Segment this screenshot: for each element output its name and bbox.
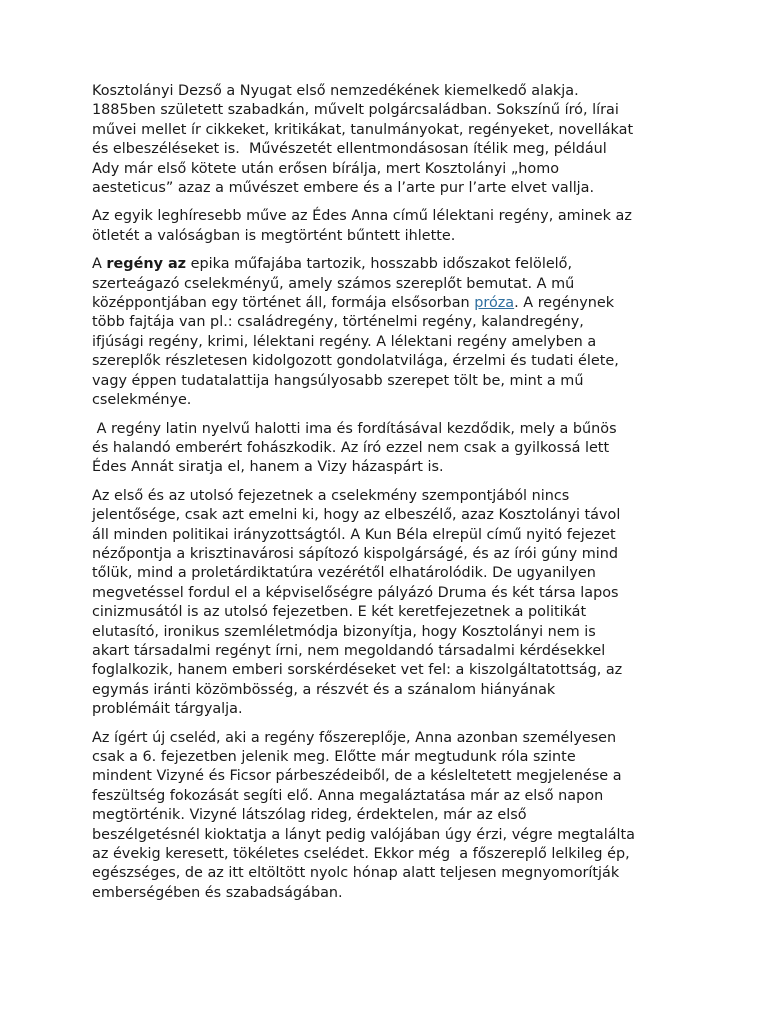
text-line: tőlük, mind a proletárdiktatúra vezérétől elhatárolódik. De ugyanilyen — [92, 565, 596, 582]
text-line: 1885ben született szabadkán, művelt polgárcsaládban. Sokszínű író, lírai — [92, 102, 619, 119]
document-page — [92, 82, 678, 912]
text-line: Ady már első kötete után erősen bírálja, mert Kosztolányi „homo — [92, 160, 560, 177]
text-line: megtörténik. Vizyné látszólag rideg, érdektelen, már az első — [92, 807, 527, 824]
text-line: megvetéssel fordul el a képviselőségre pályázó Druma és két társa lapos — [92, 584, 619, 601]
text-line: egészséges, de az itt eltöltött nyolc hónap alatt teljesen megnyomorítják — [92, 865, 620, 882]
text-line: emberségében és szabadságában. — [92, 884, 343, 901]
text-line: beszélgetésnél kioktatja a lányt pedig valójában úgy érzi, végre megtalálta — [92, 826, 635, 843]
text-line: foglalkozik, hanem emberi sorskérdéseket vet fel: a kiszolgáltatottság, az — [92, 662, 623, 679]
text-line: feszültség fokozását segíti elő. Anna megaláztatása már az első napon — [92, 787, 604, 804]
text-line: Az egyik leghíresebb műve az Édes Anna című lélektani regény, aminek az — [92, 208, 632, 225]
text-line: aesteticus” azaz a művészet embere és a l’arte pur l’arte elvet vallja. — [92, 180, 595, 197]
text-line: A regény latin nyelvű halotti ima és fordításával kezdődik, mely a bűnös — [92, 420, 617, 437]
text-line: Édes Annát siratja el, hanem a Vizy házaspárt is. — [92, 459, 444, 476]
text-segment: középpontjában egy történet áll, formája elsősorban — [92, 295, 475, 312]
paragraph-regeny-definition — [92, 255, 678, 410]
text-line: és elbeszéléseket is. Művészetét ellentmondásosan ítélik meg, például — [92, 141, 607, 158]
text-line: áll minden politikai irányzottságtól. A Kun Béla elrepül című nyitó fejezet — [92, 526, 616, 543]
text-line: cselekménye. — [92, 392, 192, 409]
text-line: elutasító, ironikus szemléletmódja bizonyítja, hogy Kosztolányi nem is — [92, 623, 596, 640]
text-line: akart társadalmi regényt írni, nem megoldandó társadalmi kérdésekkel — [92, 642, 606, 659]
text-line: és halandó emberért fohászkodik. Az író ezzel nem csak a gyilkossá lett — [92, 439, 610, 456]
paragraph-edes-anna — [92, 207, 678, 246]
bold-term: regény az — [106, 256, 187, 273]
text-line: ifjúsági regény, krimi, lélektani regény. A lélektani regény amelyben a — [92, 333, 597, 350]
text-line: mindent Vizyné és Ficsor párbeszédeiből, de a késleltetett megjelenése a — [92, 768, 622, 785]
text-line: Az ígért új cseléd, aki a regény főszereplője, Anna azonban személyesen — [92, 729, 617, 746]
text-line: szerteágazó cselekményű, amely számos szereplőt bemutat. A mű — [92, 275, 575, 292]
text-line: Az első és az utolsó fejezetnek a cselekmény szempontjából nincs — [92, 487, 570, 504]
paragraph-keretfejezetek — [92, 487, 678, 720]
text-line: az évekig keresett, tökéletes cselédet. Ekkor még a főszereplő lelkileg ép, — [92, 846, 630, 863]
text-line: szereplők részletesen kidolgozott gondolatvilága, érzelmi és tudati élete, — [92, 353, 619, 370]
text-line: vagy éppen tudatalattija hangsúlyosabb szerepet tölt be, mint a mű — [92, 372, 584, 389]
text-line: cinizmusától is az utolsó fejezetben. E két keretfejezetnek a politikát — [92, 604, 587, 621]
text-line: ötletét a valóságban is megtörtént bűntett ihlette. — [92, 227, 456, 244]
text-segment: A — [92, 256, 107, 273]
text-line: több fajtája van pl.: családregény, történelmi regény, kalandregény, — [92, 314, 584, 331]
text-segment: . A regénynek — [514, 295, 615, 312]
text-line: jelentősége, csak azt emelni ki, hogy az elbeszélő, azaz Kosztolányi távol — [92, 507, 621, 524]
text-line: Kosztolányi Dezső a Nyugat első nemzedékének kiemelkedő alakja. — [92, 83, 579, 99]
text-line: egymás iránti közömbösség, a részvét és a szánalom hiányának — [92, 681, 556, 698]
paragraph-intro — [92, 82, 678, 198]
text-line: nézőpontja a krisztinavárosi sápítozó kispolgárságé, és az írói gúny mind — [92, 545, 619, 562]
text-line: művei mellet ír cikkeket, kritikákat, tanulmányokat, regényeket, novellákat — [92, 121, 634, 138]
paragraph-anna — [92, 729, 678, 904]
paragraph-halotti-ima — [92, 420, 678, 478]
proza-link[interactable]: próza — [474, 295, 515, 312]
text-line: problémáit tárgyalja. — [92, 701, 243, 718]
text-line: csak a 6. fejezetben jelenik meg. Előtte már megtudunk róla szinte — [92, 749, 576, 765]
text-segment: epika műfajába tartozik, hosszabb időszakot felölelő, — [186, 256, 573, 273]
